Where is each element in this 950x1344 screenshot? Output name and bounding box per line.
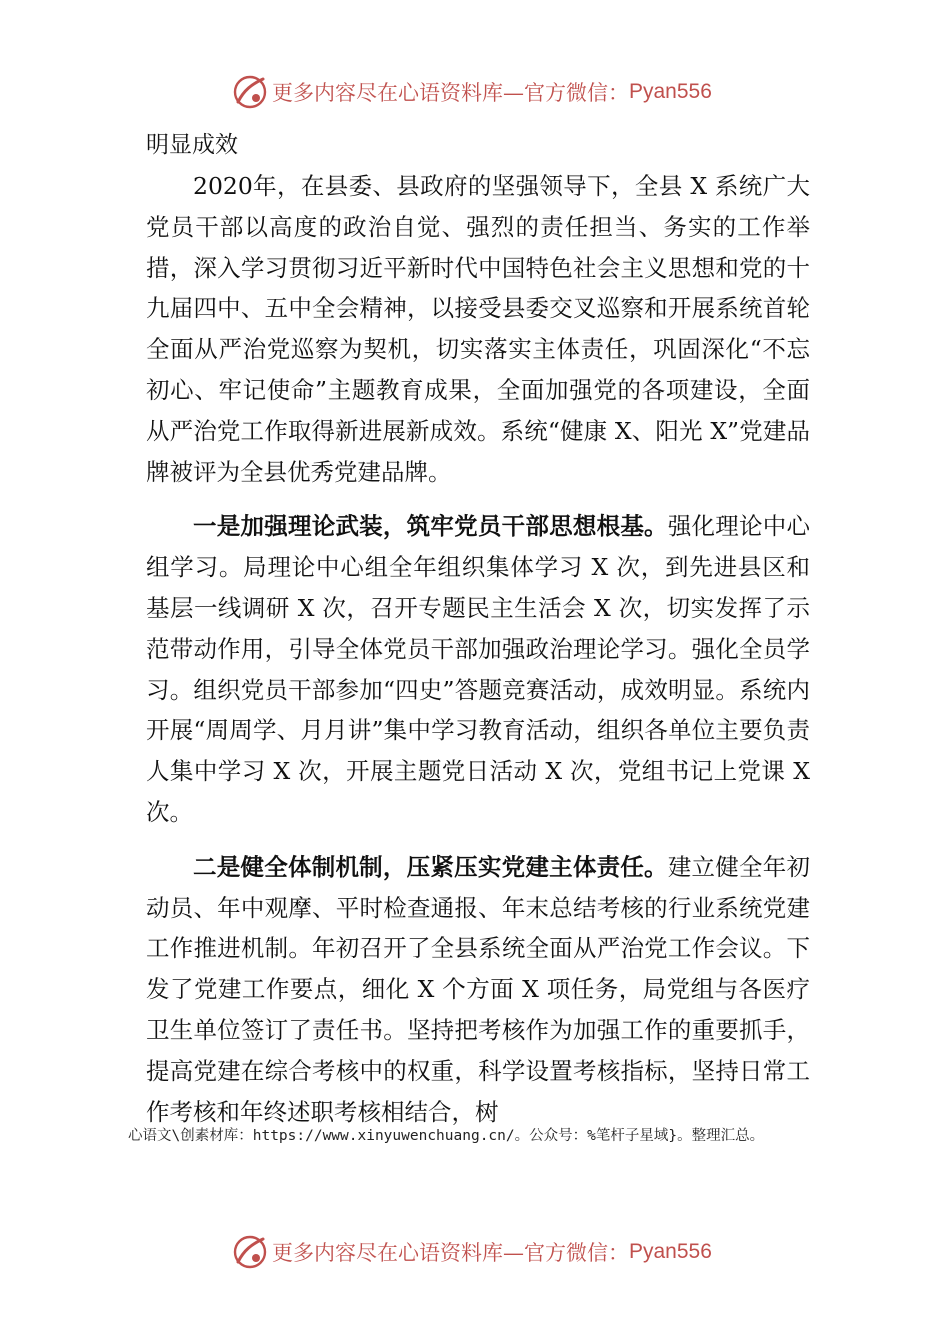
watermark-handle: Pyan556: [629, 1240, 712, 1263]
paragraph-text: 建立健全年初动员、年中观摩、平时检查通报、年末总结考核的行业系统党建工作推进机制。年初召开了全县系统全面从严治党工作会议。下发了党建工作要点，细化 X 个方面 X 项任务，局党组与各医疗卫生单位签订了责任书。坚持把考核作为加强工作的重要抓手，提高党建在综合考核中的权重，科学设置考核指标，坚持日常工作考核和年终述职考核相结合，树: [146, 852, 811, 1126]
paragraph-lead: 一是加强理论武装，筑牢党员干部思想根基。: [193, 512, 668, 541]
paragraph-mechanism: [146, 847, 810, 1133]
footer-note: 心语文\创素材库：https://www.xinyuwenchuang.cn/。公众号：%笔杆子星域}。整理汇总。: [128, 1128, 765, 1144]
watermark-text: 更多内容尽在心语资料库—官方微信：: [272, 81, 629, 105]
paragraph-text: 强化理论中心组学习。局理论中心组全年组织集体学习 X 次，到先进县区和基层一线调研 X 次，召开专题民主生活会 X 次，切实发挥了示范带动作用，引导全体党员干部加强政治理论学习。强化全员学习。组织党员干部参加“四史”答题竞赛活动，成效明显。系统内开展“周周学、月月讲”集中学习教育活动，组织各单位主要负责人集中学习 X 次，开展主题党日活动 X 次，党组书记上党课 X 次。: [146, 512, 811, 826]
paragraph-text: 2020年，在县委、县政府的坚强领导下，全县 X 系统广大党员干部以高度的政治自觉、强烈的责任担当、务实的工作举措，深入学习贯彻习近平新时代中国特色社会主义思想和党的十九届四中、五中全会精神，以接受县委交叉巡察和开展系统首轮全面从严治党巡察为契机，切实落实主体责任，巩固深化“不忘初心、牢记使命”主题教育成果，全面加强党的各项建设，全面从严治党工作取得新进展新成效。系统“健康 X、阳光 X”党建品牌被评为全县优秀党建品牌。: [146, 172, 810, 486]
paragraph-lead: 二是健全体制机制，压紧压实党建主体责任。: [193, 852, 668, 881]
pen-circle-logo-icon: [232, 74, 268, 110]
pen-circle-logo-icon: [232, 1234, 268, 1270]
paragraph-theory: [146, 506, 810, 832]
watermark-text: 更多内容尽在心语资料库—官方微信：: [272, 1241, 629, 1265]
document-body: [146, 124, 810, 1132]
paragraph-intro: [146, 166, 810, 492]
header-watermark: [232, 72, 712, 112]
watermark-handle: Pyan556: [629, 80, 712, 103]
footer-watermark: [232, 1232, 712, 1272]
section-heading: 明显成效: [146, 132, 238, 158]
